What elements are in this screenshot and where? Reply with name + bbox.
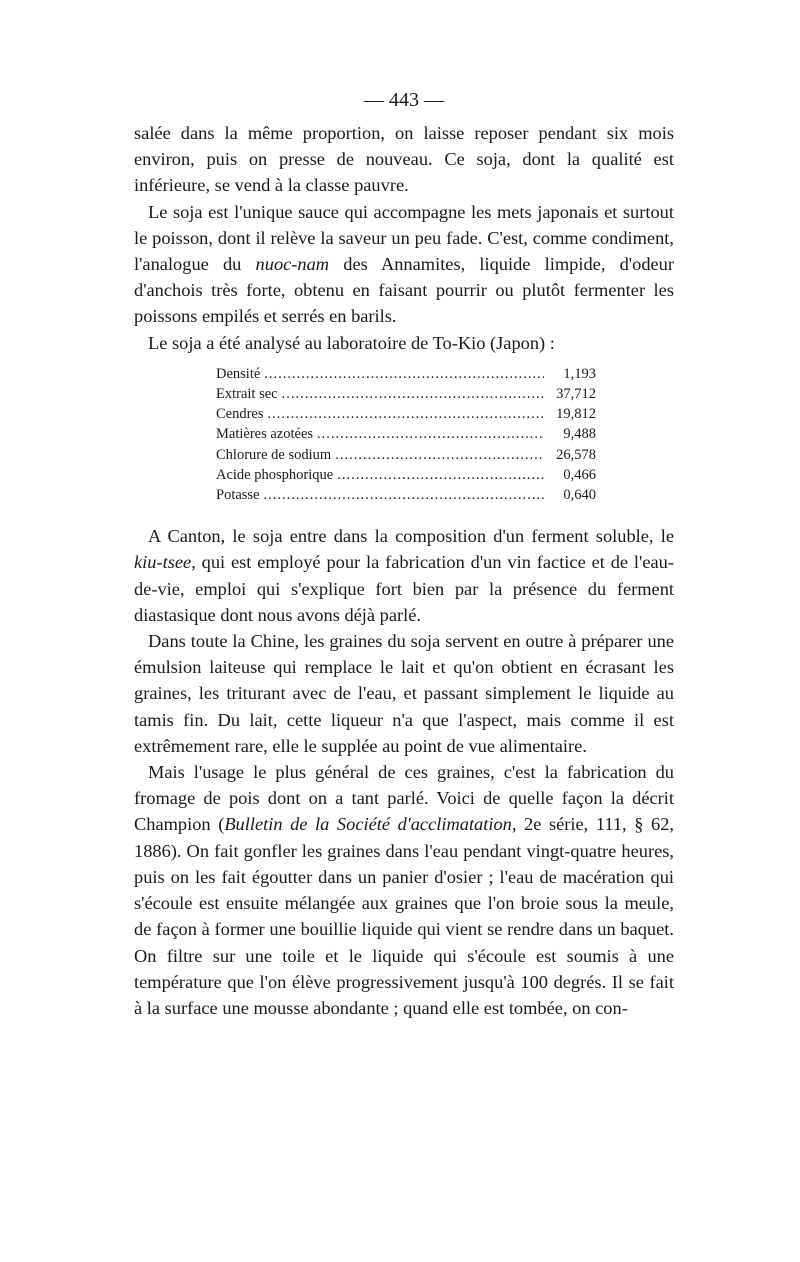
italic-text: Bulletin de la Société d'acclimatation <box>224 814 512 835</box>
table-value: 0,640 <box>563 487 596 504</box>
table-row <box>216 364 596 384</box>
analysis-table <box>216 364 596 505</box>
paragraph <box>134 330 674 356</box>
text-run: , 2e série, 111, § 62, 1886). On fait gonfler les graines dans l'eau pendant vingt-quatre heures, puis on les fait égoutter dans un panier d'osier ; l'eau de macération qui s'écoule est ensuite mélangée aux graines que l'on broie sous la meule, de façon à former une bouillie liquide qui vient se rendre dans un baquet. On filtre sur une toile et le liquide qui s'écoule est soumis à une température que l'on élève progressivement jusqu'à 100 degrés. Il se fait à la surface une mousse abondante ; quand elle est tombée, on con- <box>134 814 674 1018</box>
table-label: Extrait sec <box>216 386 278 403</box>
table-label: Potasse <box>216 487 260 504</box>
text-after-table <box>134 523 674 1021</box>
leader-dots <box>268 404 544 424</box>
italic-text: kiu-tsee <box>134 552 192 573</box>
table-label: Cendres <box>216 406 264 423</box>
text-run: salée dans la même proportion, on laisse reposer pendant six mois environ, puis on presse de nouveau. Ce soja, dont la qualité est inférieure, se vend à la classe pauvre. <box>134 123 674 196</box>
leader-dots <box>337 465 544 485</box>
table-row <box>216 485 596 505</box>
table-value: 9,488 <box>563 426 596 443</box>
table-value: 1,193 <box>563 365 596 382</box>
page <box>134 86 674 1021</box>
leader-dots <box>264 485 545 505</box>
text-run: Dans toute la Chine, les graines du soja servent en outre à préparer une émulsion laiteuse qui remplace le lait et qu'on obtient en écrasant les graines, les triturant avec de l'eau, et passant simplement le liquide au tamis fin. Du lait, cette liqueur n'a que l'aspect, mais comme il est extrêmement rare, elle le supplée au point de vue alimentaire. <box>134 631 674 756</box>
text-run: des Annamites, liquide limpide, d'odeur d'anchois très forte, obtenu en faisant pourrir ou plutôt fermenter les poissons empilés et serrés en barils. <box>134 254 674 327</box>
text-run: Le soja est l'unique sauce qui accompagne les mets japonais et surtout le poisson, dont il relève la saveur un peu fade. C'est, comme condiment, l'analogue du <box>134 201 674 275</box>
text-run: A Canton, le soja entre dans la composition d'un ferment soluble, le <box>148 526 674 547</box>
table-value: 19,812 <box>556 406 596 423</box>
page-number: — 443 — <box>364 89 444 111</box>
table-row <box>216 384 596 404</box>
table-row <box>216 424 596 444</box>
leader-dots <box>282 384 544 404</box>
leader-dots <box>317 424 544 444</box>
table-label: Acide phosphorique <box>216 466 334 483</box>
text-run: Le soja a été analysé au laboratoire de To-Kio (Japon) : <box>148 332 555 353</box>
table-label: Densité <box>216 365 261 382</box>
paragraph <box>134 199 674 330</box>
table-row <box>216 465 596 485</box>
paragraph <box>134 628 674 759</box>
italic-text: nuoc-nam <box>255 254 330 275</box>
text-before-table <box>134 120 674 356</box>
table-label: Chlorure de sodium <box>216 446 332 463</box>
paragraph <box>134 523 674 628</box>
leader-dots <box>335 445 544 465</box>
text-run: Mais l'usage le plus général de ces graines, c'est la fabrication du fromage de pois dont on a tant parlé. Voici de quelle façon la décrit Champion ( <box>134 762 674 835</box>
table-value: 37,712 <box>556 386 596 403</box>
table-row <box>216 445 596 465</box>
table-label: Matières azotées <box>216 426 314 443</box>
paragraph <box>134 120 674 199</box>
table-value: 26,578 <box>556 446 596 463</box>
paragraph <box>134 759 674 1021</box>
text-run: , qui est employé pour la fabrication d'un vin factice et de l'eau-de-vie, emploi qui s'explique fort bien par la présence du ferment diastasique dont nous avons déjà parlé. <box>134 552 674 625</box>
table-row <box>216 404 596 424</box>
table-value: 0,466 <box>563 466 596 483</box>
leader-dots <box>264 364 544 384</box>
